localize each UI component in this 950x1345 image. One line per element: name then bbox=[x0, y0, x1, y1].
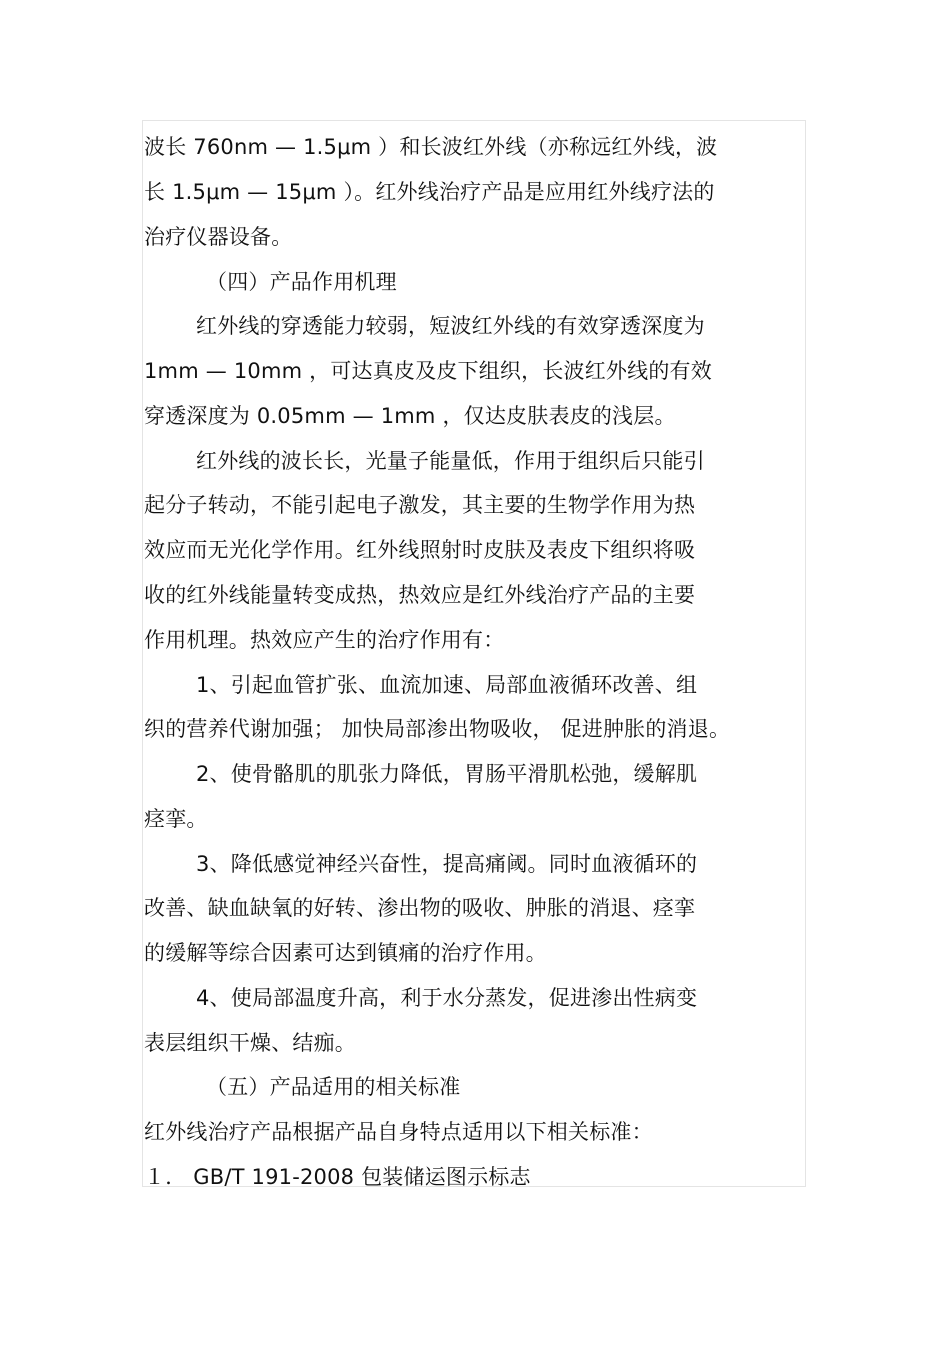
text-line: 1mm — 10mm ，可达真皮及皮下组织，长波红外线的有效 bbox=[144, 359, 712, 383]
text-line: 改善、缺血缺氧的好转、渗出物的吸收、肿胀的消退、痉挛 bbox=[144, 896, 696, 920]
section-heading: （五）产品适用的相关标准 bbox=[206, 1075, 461, 1099]
text-line: 长 1.5μm — 15μm ）。红外线治疗产品是应用红外线疗法的 bbox=[144, 180, 715, 204]
paragraph-start: 红外线的波长长，光量子能量低，作用于组织后只能引 bbox=[196, 449, 705, 473]
list-item-start: 1、引起血管扩张、血流加速、局部血液循环改善、组 bbox=[196, 673, 698, 697]
text-line: 表层组织干燥、结痂。 bbox=[144, 1031, 356, 1055]
text-line: 穿透深度为 0.05mm — 1mm ，仅达皮肤表皮的浅层。 bbox=[144, 404, 676, 428]
paragraph-start: 红外线的穿透能力较弱，短波红外线的有效穿透深度为 bbox=[196, 314, 705, 338]
text-line: 效应而无光化学作用。红外线照射时皮肤及表皮下组织将吸 bbox=[144, 538, 696, 562]
text-line: 痉挛。 bbox=[144, 807, 208, 831]
list-item-start: 2、使骨骼肌的肌张力降低，胃肠平滑肌松弛，缓解肌 bbox=[196, 762, 698, 786]
text-line: 波长 760nm — 1.5μm ）和长波红外线（亦称远红外线，波 bbox=[144, 135, 718, 159]
list-item-start: 4、使局部温度升高，利于水分蒸发，促进渗出性病变 bbox=[196, 986, 698, 1010]
standard-list-item: １． GB/T 191-2008 包装储运图示标志 bbox=[144, 1165, 531, 1189]
text-line: 红外线治疗产品根据产品自身特点适用以下相关标准： bbox=[144, 1120, 653, 1144]
text-line: 治疗仪器设备。 bbox=[144, 225, 293, 249]
text-line: 收的红外线能量转变成热，热效应是红外线治疗产品的主要 bbox=[144, 583, 696, 607]
text-line: 织的营养代谢加强； 加快局部渗出物吸收， 促进肿胀的消退。 bbox=[144, 717, 731, 741]
text-line: 作用机理。热效应产生的治疗作用有： bbox=[144, 628, 505, 652]
text-line: 起分子转动，不能引起电子激发，其主要的生物学作用为热 bbox=[144, 493, 696, 517]
text-line: 的缓解等综合因素可达到镇痛的治疗作用。 bbox=[144, 941, 547, 965]
list-item-start: 3、降低感觉神经兴奋性，提高痛阈。同时血液循环的 bbox=[196, 852, 698, 876]
section-heading: （四）产品作用机理 bbox=[206, 270, 397, 294]
